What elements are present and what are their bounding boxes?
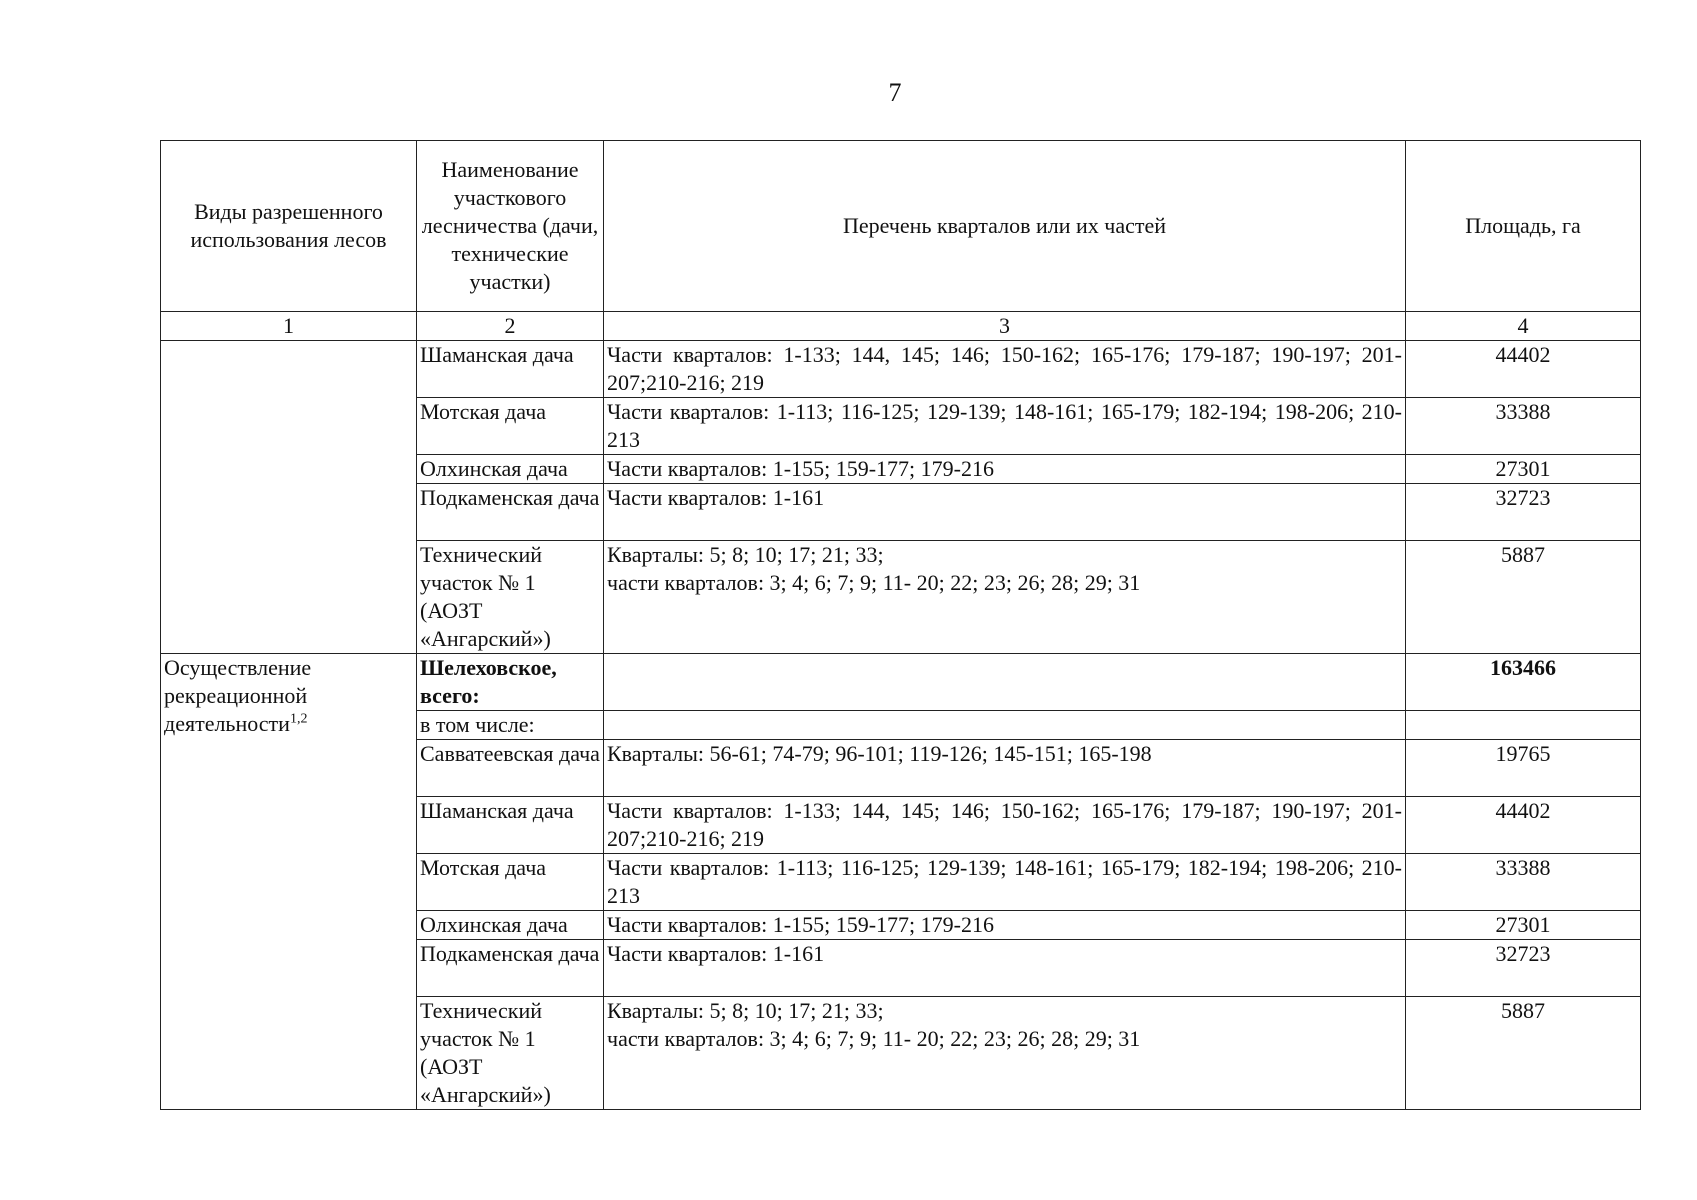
area-value: 5887: [1406, 541, 1641, 654]
forestry-name: Олхинская дача: [417, 455, 604, 484]
header-forestry-name: Наименование участкового лесничества (дачи, технические участки): [417, 141, 604, 312]
table-row: [161, 654, 1641, 711]
use-type-cell-continued: [161, 341, 417, 654]
quarters-list: Части кварталов: 1-161: [604, 940, 1406, 997]
quarters-line: Кварталы: 5; 8; 10; 17; 21; 33;: [607, 998, 884, 1023]
forestry-name: Подкаменская дача: [417, 484, 604, 541]
area-value: 33388: [1406, 398, 1641, 455]
area-value: 32723: [1406, 940, 1641, 997]
area-value: 27301: [1406, 911, 1641, 940]
quarters-list: [604, 711, 1406, 740]
area-value: 32723: [1406, 484, 1641, 541]
including-label: в том числе:: [417, 711, 604, 740]
quarters-list: Части кварталов: 1-133; 144, 145; 146; 150-162; 165-176; 179-187; 190-197; 201-207;210-216; 219: [604, 341, 1406, 398]
column-number-2: 2: [417, 312, 604, 341]
quarters-line: части кварталов: 3; 4; 6; 7; 9; 11- 20; 22; 23; 26; 28; 29; 31: [607, 570, 1141, 595]
column-number-3: 3: [604, 312, 1406, 341]
header-area: Площадь, га: [1406, 141, 1641, 312]
header-use-type: Виды разрешенного использования лесов: [161, 141, 417, 312]
table-header-row: [161, 141, 1641, 312]
forestry-name: Мотская дача: [417, 854, 604, 911]
forestry-name: Мотская дача: [417, 398, 604, 455]
table-row: [161, 341, 1641, 398]
forestry-total-name: Шелеховское, всего:: [417, 654, 604, 711]
page-number: 7: [888, 78, 902, 107]
quarters-list: [604, 997, 1406, 1110]
area-value: 27301: [1406, 455, 1641, 484]
forestry-name: Савватеевская дача: [417, 740, 604, 797]
area-value: [1406, 711, 1641, 740]
quarters-list: [604, 654, 1406, 711]
forestry-name: Шаманская дача: [417, 797, 604, 854]
quarters-list: [604, 541, 1406, 654]
column-number-1: 1: [161, 312, 417, 341]
area-value: 19765: [1406, 740, 1641, 797]
quarters-list: Части кварталов: 1-113; 116-125; 129-139; 148-161; 165-179; 182-194; 198-206; 210-213: [604, 398, 1406, 455]
forestry-name: Технический участок № 1 (АОЗТ «Ангарский»): [417, 541, 604, 654]
area-value: 44402: [1406, 797, 1641, 854]
area-value: 33388: [1406, 854, 1641, 911]
quarters-list: Части кварталов: 1-155; 159-177; 179-216: [604, 455, 1406, 484]
footnote-marker: 1,2: [289, 711, 308, 727]
column-number-4: 4: [1406, 312, 1641, 341]
quarters-list: Части кварталов: 1-113; 116-125; 129-139; 148-161; 165-179; 182-194; 198-206; 210-213: [604, 854, 1406, 911]
forest-use-table: [160, 140, 1641, 1110]
area-value: 44402: [1406, 341, 1641, 398]
forestry-name: Подкаменская дача: [417, 940, 604, 997]
use-type-label: Осуществление рекреационной деятельности: [164, 655, 312, 736]
forestry-name: Шаманская дача: [417, 341, 604, 398]
quarters-line: Кварталы: 5; 8; 10; 17; 21; 33;: [607, 542, 884, 567]
quarters-list: Части кварталов: 1-155; 159-177; 179-216: [604, 911, 1406, 940]
forestry-name: Олхинская дача: [417, 911, 604, 940]
total-area-value: 163466: [1406, 654, 1641, 711]
quarters-list: Кварталы: 56-61; 74-79; 96-101; 119-126; 145-151; 165-198: [604, 740, 1406, 797]
quarters-line: части кварталов: 3; 4; 6; 7; 9; 11- 20; 22; 23; 26; 28; 29; 31: [607, 1026, 1141, 1051]
column-number-row: [161, 312, 1641, 341]
forestry-name: Технический участок № 1 (АОЗТ «Ангарский»): [417, 997, 604, 1110]
use-type-cell: [161, 654, 417, 1110]
area-value: 5887: [1406, 997, 1641, 1110]
quarters-list: Части кварталов: 1-161: [604, 484, 1406, 541]
header-quarters-list: Перечень кварталов или их частей: [604, 141, 1406, 312]
quarters-list: Части кварталов: 1-133; 144, 145; 146; 150-162; 165-176; 179-187; 190-197; 201-207;210-216; 219: [604, 797, 1406, 854]
